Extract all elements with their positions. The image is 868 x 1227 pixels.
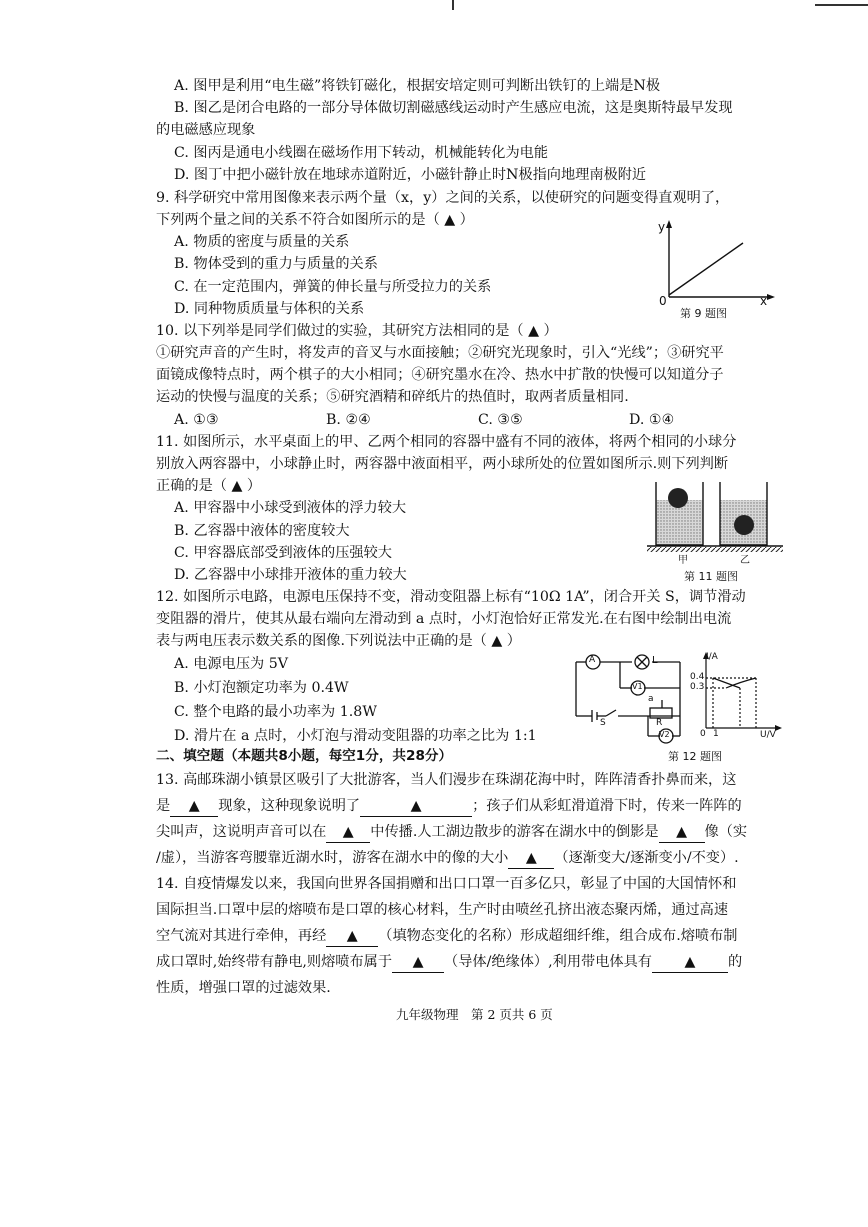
q12-switch-label: S xyxy=(600,718,606,728)
q9-axis-x: x xyxy=(760,294,768,308)
q12-ammeter-label: A xyxy=(589,655,596,665)
q8-option-d: D. 图丁中把小磁针放在地球赤道附近，小磁针静止时N极指向地理南极附近 xyxy=(174,167,647,183)
q11-ball-yi xyxy=(734,515,754,535)
q12-stem-line3: 表与两电压表示数关系的图像.下列说法中正确的是（ ▲ ） xyxy=(156,633,521,649)
q8-option-c: C. 图丙是通电小线圈在磁场作用下转动，机械能转化为电能 xyxy=(174,145,549,161)
q12-iu-graph xyxy=(686,650,782,740)
q12-voltmeter1-label: V1 xyxy=(632,682,643,691)
q11-option-a: A. 甲容器中小球受到液体的浮力较大 xyxy=(174,500,407,516)
q9-origin: 0 xyxy=(659,294,667,308)
q12-lamp-label: L xyxy=(652,655,658,666)
q12-figure-caption: 第 12 题图 xyxy=(668,750,722,763)
q12-voltmeter2-label: V2 xyxy=(659,730,670,739)
q11-ball-jia xyxy=(668,488,688,508)
q12-graph-curve-lamp xyxy=(726,678,756,688)
q14-line4: 成口罩时,始终带有静电,则熔喷布属于 ▲ （导体/绝缘体）,利用带电体具有 ▲ 的 xyxy=(156,952,742,973)
section-title-fill-blank: 二、填空题（本题共8小题，每空1分，共28分） xyxy=(156,748,453,764)
q13-blank-5[interactable]: ▲ xyxy=(508,848,554,869)
q10-item-line3: 运动的快慢与温度的关系；⑤研究酒精和碎纸片的热值时，取两者质量相同. xyxy=(156,389,629,405)
q11-stem-line3: 正确的是（ ▲ ） xyxy=(156,478,262,494)
q12-graph-tick-1: 1 xyxy=(713,729,719,739)
q12-graph-tick-0-3: 0.3 xyxy=(690,682,705,692)
q14-line1: 14. 自疫情爆发以来，我国向世界各国捐赠和出口口罩一百多亿只，彰显了中国的大国情怀和 xyxy=(156,876,737,892)
q14-blank-2[interactable]: ▲ xyxy=(392,952,444,973)
q9-stem-cont: 下列两个量之间的关系不符合如图所示的是（ ▲ ） xyxy=(156,212,474,228)
q10-option-d: D. ①④ xyxy=(629,412,675,428)
q12-stem-line1: 12. 如图所示电路，电源电压保持不变，滑动变阻器上标有“10Ω 1A”，闭合开关 S，调节滑动 xyxy=(156,589,746,605)
q12-option-d: D. 滑片在 a 点时，小灯泡与滑动变阻器的功率之比为 1:1 xyxy=(174,728,537,744)
q12-option-c: C. 整个电路的最小功率为 1.8W xyxy=(174,704,377,720)
q12-graph-axis-y: I/A xyxy=(706,652,718,662)
q11-option-b: B. 乙容器中液体的密度较大 xyxy=(174,523,350,539)
page-footer: 九年级物理 第 2 页共 6 页 xyxy=(396,1007,553,1022)
q12-option-b: B. 小灯泡额定功率为 0.4W xyxy=(174,680,349,696)
q14-blank-3[interactable]: ▲ xyxy=(652,952,728,973)
q9-figure-caption: 第 9 题图 xyxy=(680,307,727,320)
q12-graph-axis-x: U/V xyxy=(760,730,776,740)
q13-line2: 是 ▲ 现象，这种现象说明了 ▲ ；孩子们从彩虹滑道滑下时，传来一阵阵的 xyxy=(156,796,742,817)
q14-blank-1[interactable]: ▲ xyxy=(326,926,378,947)
q10-item-line2: 面镜成像特点时，两个棋子的大小相同；④研究墨水在冷、热水中扩散的快慢可以知道分子 xyxy=(156,367,724,383)
q13-blank-1[interactable]: ▲ xyxy=(170,796,218,817)
q10-option-a: A. ①③ xyxy=(174,412,219,428)
q9-stem: 9. 科学研究中常用图像来表示两个量（x，y）之间的关系，以使研究的问题变得直观明了， xyxy=(156,190,730,206)
q12-graph-tick-0: 0 xyxy=(700,729,706,739)
q14-line5: 性质，增强口罩的过滤效果. xyxy=(156,980,331,996)
q12-graph-curve-rheostat xyxy=(713,678,740,688)
q12-graph-tick-0-4: 0.4 xyxy=(690,672,705,682)
q11-option-d: D. 乙容器中小球排开液体的重力较大 xyxy=(174,567,407,583)
q9-option-c: C. 在一定范围内，弹簧的伸长量与所受拉力的关系 xyxy=(174,279,492,295)
q10-option-c: C. ③⑤ xyxy=(478,412,523,428)
q11-stem-line2: 别放入两容器中，小球静止时，两容器中液面相平，两小球所处的位置如图所示.则下列判断 xyxy=(156,456,729,472)
q8-option-b-cont: 的电磁感应现象 xyxy=(156,122,256,138)
q11-containers-figure xyxy=(645,478,785,556)
q8-option-b: B. 图乙是闭合电路的一部分导体做切割磁感线运动时产生感应电流，这是奥斯特最早发现 xyxy=(174,100,733,116)
q9-axis-y: y xyxy=(658,220,666,234)
q13-line3: 尖叫声，这说明声音可以在 ▲ 中传播.人工湖边散步的游客在湖水中的倒影是 ▲ 像（实 xyxy=(156,822,747,843)
q11-stem-line1: 11. 如图所示，水平桌面上的甲、乙两个相同的容器中盛有不同的液体，将两个相同的小球分 xyxy=(156,434,737,450)
q9-graph-line xyxy=(669,243,743,295)
q10-option-b: B. ②④ xyxy=(326,412,371,428)
q14-line3: 空气流对其进行牵伸，再经 ▲ （填物态变化的名称）形成超细纤维，组合成布.熔喷布制 xyxy=(156,926,737,947)
q12-option-a: A. 电源电压为 5V xyxy=(174,656,288,672)
q11-option-c: C. 甲容器底部受到液体的压强较大 xyxy=(174,545,392,561)
q11-label-yi: 乙 xyxy=(740,555,750,566)
q12-rheostat-label: R xyxy=(656,718,663,728)
q8-option-a: A. 图甲是利用“电生磁”将铁钉磁化，根据安培定则可判断出铁钉的上端是N极 xyxy=(174,78,661,94)
q9-option-a: A. 物质的密度与质量的关系 xyxy=(174,234,350,250)
q13-blank-2[interactable]: ▲ xyxy=(360,796,472,817)
q13-line4: /虚），当游客弯腰靠近湖水时，游客在湖水中的像的大小 ▲ （逐渐变大/逐渐变小/不变）. xyxy=(156,848,739,869)
q9-option-b: B. 物体受到的重力与质量的关系 xyxy=(174,256,378,272)
q11-figure-caption: 第 11 题图 xyxy=(684,570,738,583)
q9-option-d: D. 同种物质质量与体积的关系 xyxy=(174,301,365,317)
q13-blank-4[interactable]: ▲ xyxy=(659,822,705,843)
q10-stem: 10. 以下列举是同学们做过的实验，其研究方法相同的是（ ▲ ） xyxy=(156,323,558,339)
q10-item-line1: ①研究声音的产生时，将发声的音叉与水面接触；②研究光现象时，引入“光线”；③研究平 xyxy=(156,345,724,361)
scan-edge-mark xyxy=(815,4,868,6)
q13-blank-3[interactable]: ▲ xyxy=(326,822,370,843)
scan-edge-mark xyxy=(452,0,454,10)
q11-label-jia: 甲 xyxy=(678,555,688,566)
q14-line2: 国际担当.口罩中层的熔喷布是口罩的核心材料，生产时由喷丝孔挤出液态聚丙烯，通过高速 xyxy=(156,902,729,918)
q12-stem-line2: 变阻器的滑片，使其从最右端向左滑动到 a 点时，小灯泡恰好正常发光.在右图中绘制出电流 xyxy=(156,611,732,627)
q13-line1: 13. 高邮珠湖小镇景区吸引了大批游客，当人们漫步在珠湖花海中时，阵阵清香扑鼻而来，这 xyxy=(156,772,737,788)
q12-point-a-label: a xyxy=(648,694,654,704)
